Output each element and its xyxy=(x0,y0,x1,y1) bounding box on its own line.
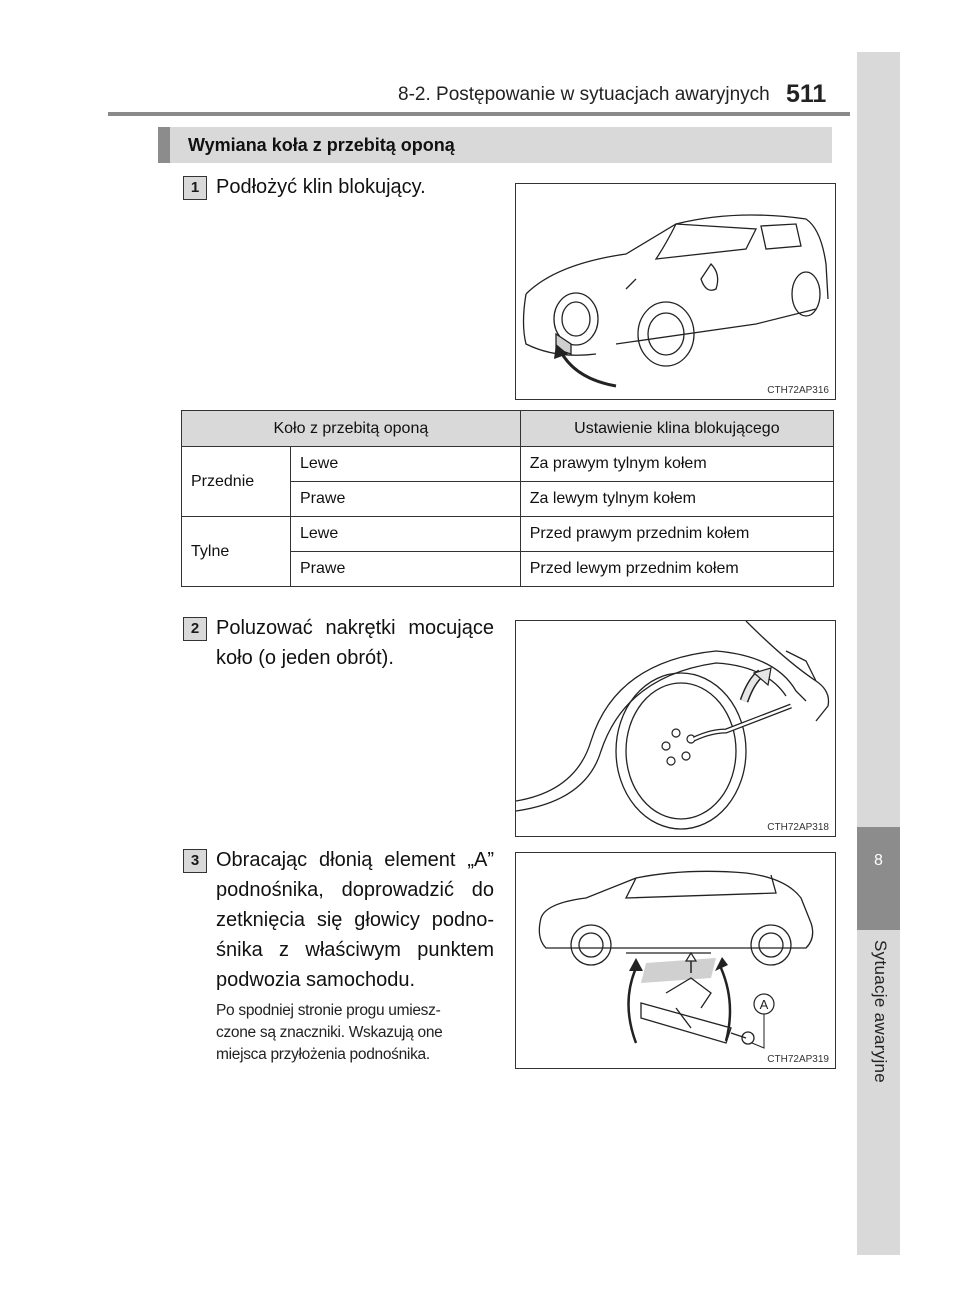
step-3-note-line: miejsca przyłożenia podnośnika. xyxy=(216,1046,430,1063)
step-3-badge: 3 xyxy=(183,849,207,873)
car-chock-illustration xyxy=(516,184,835,399)
step-3-line: podwozia samochodu. xyxy=(216,969,416,991)
table-row xyxy=(182,517,834,552)
jack-illustration xyxy=(516,853,835,1068)
figure-code: CTH72AP319 xyxy=(767,1054,829,1065)
table-group-label: Tylne xyxy=(182,517,291,587)
label-a: A xyxy=(759,997,769,1012)
step-3-note-line: Po spodniej stronie progu umiesz- xyxy=(216,1002,441,1019)
table-cell-side: Prawe xyxy=(291,552,521,587)
table-cell-placement: Przed prawym przednim kołem xyxy=(520,517,833,552)
wheel-wrench-illustration xyxy=(516,621,835,836)
figure-wheel-chock xyxy=(515,183,836,400)
section-title: Wymiana koła z przebitą oponą xyxy=(188,135,455,155)
chapter-number-block xyxy=(857,827,900,930)
step-3-line: Obracając dłonią element „A” xyxy=(216,849,494,871)
step-3-text xyxy=(216,845,494,995)
figure-loosen-nuts xyxy=(515,620,836,837)
table-header-wheel: Koło z przebitą oponą xyxy=(182,411,521,447)
figure-jack-position xyxy=(515,852,836,1069)
chapter-title: Sytuacje awaryjne xyxy=(871,940,890,1084)
step-1-text: Podłożyć klin blokujący. xyxy=(216,176,426,198)
header-rule xyxy=(108,112,850,116)
table-cell-placement: Przed lewym przednim kołem xyxy=(520,552,833,587)
figure-code: CTH72AP316 xyxy=(767,385,829,396)
step-2-badge: 2 xyxy=(183,617,207,641)
step-1-badge: 1 xyxy=(183,176,207,200)
step-3-line: podnośnika, doprowadzić do xyxy=(216,879,494,901)
step-2-text xyxy=(216,613,494,673)
chock-placement-table xyxy=(181,410,834,587)
table-group-label: Przednie xyxy=(182,447,291,517)
running-header: 8-2. Postępowanie w sytuacjach awaryjnych xyxy=(398,84,770,105)
table-row xyxy=(182,447,834,482)
step-2-line: koło (o jeden obrót). xyxy=(216,647,394,669)
chapter-number: 8 xyxy=(874,852,883,869)
step-3-line: zetknięcia się głowicy podno- xyxy=(216,909,494,931)
table-header-placement: Ustawienie klina blokującego xyxy=(520,411,833,447)
table-cell-side: Lewe xyxy=(291,447,521,482)
table-cell-side: Prawe xyxy=(291,482,521,517)
table-cell-placement: Za lewym tylnym kołem xyxy=(520,482,833,517)
step-2-line: Poluzować nakrętki mocujące xyxy=(216,617,494,639)
page-number: 511 xyxy=(786,80,827,108)
section-heading xyxy=(158,127,832,163)
figure-code: CTH72AP318 xyxy=(767,822,829,833)
table-cell-placement: Za prawym tylnym kołem xyxy=(520,447,833,482)
step-3-note-line: czone są znaczniki. Wskazują one xyxy=(216,1024,443,1041)
step-3-line: śnika z właściwym punktem xyxy=(216,939,494,961)
step-3-note xyxy=(216,1000,494,1066)
table-cell-side: Lewe xyxy=(291,517,521,552)
